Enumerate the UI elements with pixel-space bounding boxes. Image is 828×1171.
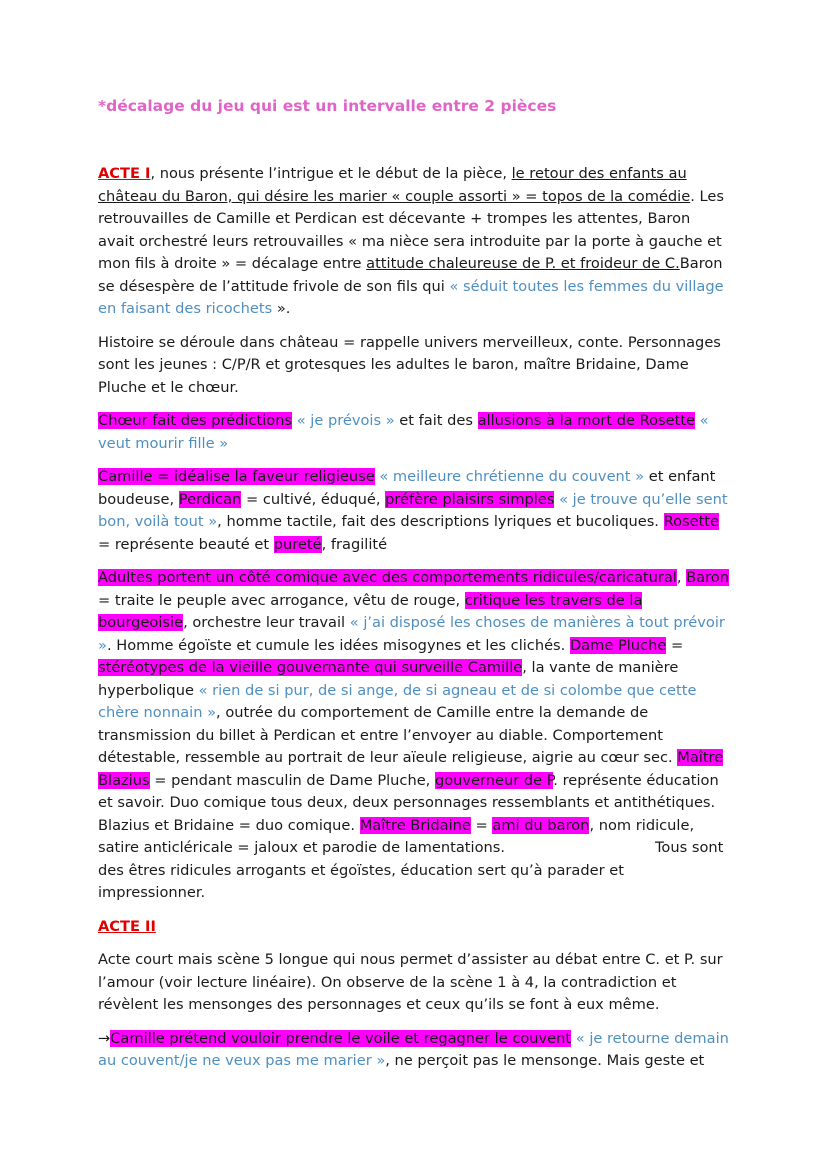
paragraph-camille bbox=[98, 1028, 730, 1073]
quote: « je prévois » bbox=[292, 412, 395, 429]
text: , nom ridicule, satire anticléricale = jaloux et parodie de lamentations. bbox=[98, 816, 695, 856]
text: . représente éducation et savoir. Duo comique tous deux, deux personnages ressemblants et antithétiques. Blazius et Bridaine = duo comique. bbox=[98, 771, 719, 834]
paragraph-acte-1 bbox=[98, 163, 730, 321]
text: = pendant masculin de Dame Pluche, bbox=[149, 771, 435, 789]
text: . Les retrouvailles de Camille et Perdican est décevante + trompes les attentes, Baron avait orchestré leurs retrouvailles « ma nièce sera introduite par la porte à gauche et mon fils à droite » = décalage entre bbox=[98, 187, 724, 272]
paragraph-jeunes bbox=[98, 466, 730, 556]
document-body bbox=[98, 163, 730, 1084]
text: Tous sont des êtres ridicules arrogants et égoïstes, éducation sert qu’à parader et impressionner. bbox=[98, 839, 724, 901]
quote: « je trouve qu’elle sent bon, voilà tout » bbox=[98, 490, 728, 530]
text: , outrée du comportement de Camille entre la demande de transmission du billet à Perdican et entre l’envoyer au diable. Comportement détestable, ressemble au portrait de leur aïeule religieuse, aigrie au cœur sec. bbox=[98, 704, 678, 766]
highlight: préfère plaisirs simples bbox=[385, 490, 555, 508]
paragraph-adultes bbox=[98, 567, 730, 905]
quote: « meilleure chrétienne du couvent » bbox=[374, 468, 645, 485]
text: , homme tactile, fait des descriptions lyriques et bucoliques. bbox=[217, 513, 664, 530]
quote: « rien de si pur, de si ange, de si agneau et de si colombe que cette chère nonnain » bbox=[98, 681, 697, 721]
quote: « veut mourir fille » bbox=[98, 412, 709, 452]
arrow-icon: → bbox=[98, 1029, 111, 1047]
highlight: Rosette bbox=[663, 513, 720, 530]
highlight: Maître Bridaine bbox=[359, 816, 471, 834]
highlight: Chœur fait des prédictions bbox=[98, 412, 293, 429]
highlight: stéréotypes de la vieille gouvernante qui surveille Camille bbox=[98, 659, 523, 676]
acte-2-title-line bbox=[98, 916, 730, 939]
text: = représente beauté et bbox=[98, 535, 274, 553]
acte-1-title: ACTE I bbox=[98, 165, 151, 182]
highlight: pureté bbox=[273, 535, 322, 553]
text: , fragilité bbox=[321, 535, 388, 553]
text: Baron se désespère de l’attitude frivole de son fils qui bbox=[98, 255, 723, 295]
acte-2-title: ACTE II bbox=[98, 917, 156, 935]
text: et enfant boudeuse, bbox=[98, 468, 716, 508]
text: = cultivé, éduqué, bbox=[241, 490, 386, 508]
text: . Homme égoïste et cumule les idées misogynes et les clichés. bbox=[106, 636, 570, 654]
quote: « j’ai disposé les choses de manières à tout prévoir » bbox=[98, 614, 725, 654]
highlight: Maître Blazius bbox=[98, 749, 724, 789]
paragraph-acte-2: Acte court mais scène 5 longue qui nous permet d’assister au débat entre C. et P. sur l’amour (voir lecture linéaire). On observe de la scène 1 à 4, la contradiction et révèlent les mensonges des personnages et ceux qu’ils se font à eux même. bbox=[98, 951, 723, 1013]
highlight: allusions à la mort de Rosette bbox=[477, 412, 696, 429]
highlight: ami du baron bbox=[492, 816, 590, 834]
text: = bbox=[666, 636, 684, 654]
highlight: critique les travers de la bourgeoisie bbox=[98, 591, 643, 631]
text: et fait des bbox=[394, 412, 478, 429]
highlight: Adultes portent un côté comique avec des comportements ridicules/caricatural bbox=[98, 569, 677, 586]
highlight: Dame Pluche bbox=[569, 636, 667, 654]
highlight: Camille prétend vouloir prendre le voile et regagner le couvent bbox=[110, 1029, 572, 1047]
text: , bbox=[676, 569, 687, 586]
text: = bbox=[470, 816, 493, 834]
paragraph-choeur bbox=[98, 410, 730, 455]
text: , la vante de manière hyperbolique bbox=[98, 659, 679, 699]
quote: « je retourne demain au couvent/je ne veux pas me marier » bbox=[98, 1029, 729, 1069]
underlined-text: attitude chaleureuse de P. et froideur de C. bbox=[366, 255, 680, 272]
highlight: Camille = idéalise la faveur religieuse bbox=[98, 468, 375, 485]
highlight: Perdican bbox=[178, 490, 242, 508]
text: = traite le peuple avec arrogance, vêtu de rouge, bbox=[98, 591, 465, 609]
text: ». bbox=[272, 300, 291, 317]
heading-note: *décalage du jeu qui est un intervalle entre 2 pièces bbox=[98, 97, 557, 115]
highlight: Baron bbox=[686, 569, 729, 586]
highlight: gouverneur de P bbox=[434, 771, 554, 789]
text: , orchestre leur travail bbox=[183, 614, 350, 631]
text: , nous présente l’intrigue et le début de la pièce, bbox=[150, 165, 512, 182]
paragraph-histoire: Histoire se déroule dans château = rappelle univers merveilleux, conte. Personnages sont les jeunes : C/P/R et grotesques les adultes le baron, maître Bridaine, Dame Pluche et le chœur. bbox=[98, 333, 721, 396]
text: , ne perçoit pas le mensonge. Mais geste et bbox=[385, 1052, 705, 1069]
underlined-text: le retour des enfants au château du Baron, qui désire les marier « couple assorti » = topos de la comédie bbox=[98, 165, 691, 205]
quote: « séduit toutes les femmes du village en faisant des ricochets bbox=[98, 277, 724, 317]
